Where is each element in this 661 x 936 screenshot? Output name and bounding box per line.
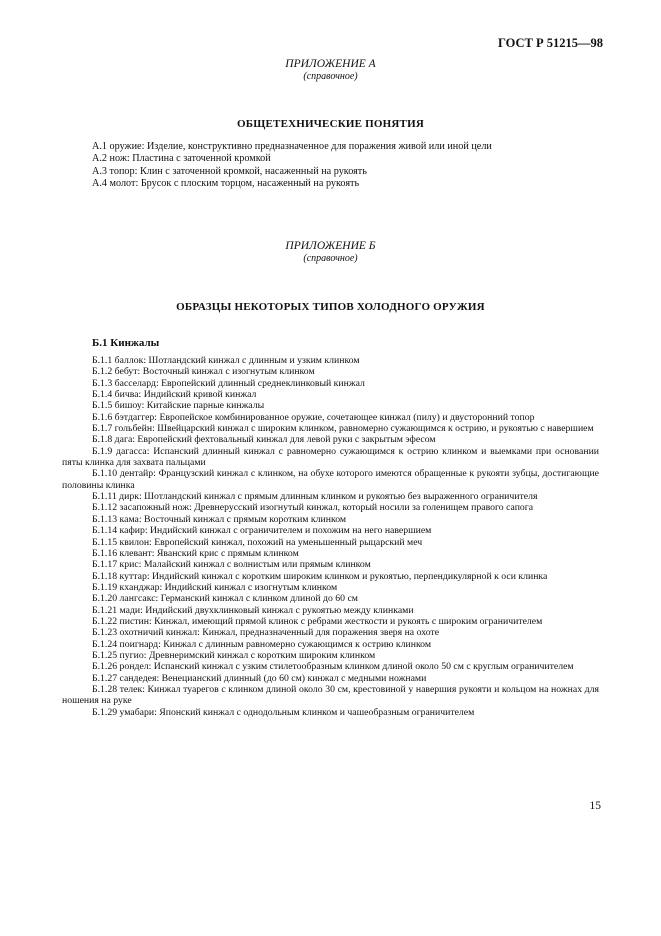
list-item: Б.1.6 бэтдаггер: Европейское комбинированное оружие, сочетающее кинжал (пилу) и двусторонний топор: [92, 411, 535, 423]
list-item: Б.1.22 пистин: Кинжал, имеющий прямой клинок с ребрами жесткости и рукоять с широким ограничителем: [92, 615, 543, 627]
definition-item: А.1 оружие: Изделие, конструктивно предназначенное для поражения живой или иной цели: [92, 141, 492, 152]
list-item: Б.1.15 квилон: Европейский кинжал, похожий на уменьшенный рыцарский меч: [92, 536, 423, 548]
page-number: 15: [589, 800, 601, 812]
list-item: Б.1.21 мади: Индийский двухклинковый кинжал с рукоятью между клинками: [92, 604, 414, 616]
list-item: Б.1.14 кафир: Индийский кинжал с ограничителем и похожим на него навершием: [92, 525, 432, 537]
definition-item: А.2 нож: Пластина с заточенной кромкой: [92, 153, 271, 165]
appendix-b-heading: ОБРАЗЦЫ НЕКОТОРЫХ ТИПОВ ХОЛОДНОГО ОРУЖИЯ: [176, 301, 485, 313]
list-item: Б.1.8 дага: Европейский фехтовальный кинжал для левой руки с закрытым эфесом: [92, 434, 436, 446]
list-item: Б.1.19 кханджар: Индийский кинжал с изогнутым клинком: [92, 581, 338, 593]
section-heading: Б.1 Кинжалы: [92, 337, 160, 349]
list-item: Б.1.9 дагасса: Испанский длинный кинжал с равномерно сужающимся к острию клинком и выемками при основании пяты клинка для захвата пальцами: [62, 445, 599, 469]
list-item: Б.1.3 басселард: Европейский длинный среднеклинковый кинжал: [92, 377, 365, 389]
appendix-a-title: ПРИЛОЖЕНИЕ А: [285, 58, 376, 70]
list-item: Б.1.20 лангсакс: Германский кинжал с клинком длиной до 60 см: [92, 593, 358, 605]
definition-item: А.4 молот: Брусок с плоским торцом, насаженный на рукоять: [92, 178, 360, 190]
list-item: Б.1.28 телек: Кинжал туарегов с клинком длиной около 30 см, крестовиной у навершия рукояти и кольцом на ножнах для ношения на руке: [62, 683, 599, 707]
list-item: Б.1.12 засапожный нож: Древнерусский изогнутый кинжал, который носили за голенищем правого сапога: [92, 502, 534, 514]
list-item: Б.1.26 рондел: Испанский кинжал с узким стилетообразным клинком длиной около 50 см с круглым ограничителем: [92, 661, 574, 673]
list-item: Б.1.4 бичва: Индийский кривой кинжал: [92, 389, 257, 401]
appendix-b-title: ПРИЛОЖЕНИЕ Б: [285, 240, 376, 252]
list-item: Б.1.18 куттар: Индийский кинжал с коротким широким клинком и рукоятью, перпендикулярной к оси клинка: [92, 570, 548, 582]
list-item: Б.1.11 дирк: Шотландский кинжал с прямым длинным клинком и рукоятью без выраженного ограничителя: [92, 491, 538, 503]
document-code: ГОСТ Р 51215—98: [497, 36, 603, 50]
appendix-a-heading: ОБЩЕТЕХНИЧЕСКИЕ ПОНЯТИЯ: [237, 118, 424, 130]
list-item: Б.1.13 кама: Восточный кинжал с прямым коротким клинком: [92, 513, 347, 525]
list-item: Б.1.27 сандедея: Венецианский длинный (до 60 см) кинжал с медными ножнами: [92, 672, 427, 684]
list-item: Б.1.25 пугио: Древнеримский кинжал с коротким широким клинком: [92, 649, 376, 661]
list-item: Б.1.5 бишоу: Китайские парные кинжалы: [92, 400, 265, 412]
list-item: Б.1.16 клевант: Яванский крис с прямым клинком: [92, 547, 299, 559]
appendix-b-note: (справочное): [303, 253, 358, 264]
list-item: Б.1.29 умабари: Японский кинжал с однодольным клинком и чашеобразным ограничителем: [92, 706, 475, 718]
list-item: Б.1.2 бебут: Восточный кинжал с изогнутым клинком: [92, 366, 315, 378]
dagger-list: [62, 355, 599, 718]
list-item: Б.1.1 баллок: Шотландский кинжал с длинным и узким клинком: [92, 355, 360, 366]
list-item: Б.1.23 охотничий кинжал: Кинжал, предназначенный для поражения зверя на охоте: [92, 627, 440, 639]
definition-item: А.3 топор: Клин с заточенной кромкой, насаженный на рукоять: [92, 165, 367, 177]
definitions-list: [92, 141, 492, 191]
list-item: Б.1.24 поигнард: Кинжал с длинным равномерно сужающимся к острию клинком: [92, 638, 432, 650]
list-item: Б.1.10 дентайр: Французский кинжал с клинком, на обухе которого имеются обращенные к рукояти зубцы, достигающие половины клинка: [62, 468, 599, 491]
appendix-a-note: (справочное): [303, 71, 358, 82]
list-item: Б.1.17 крис: Малайский кинжал с волнистым или прямым клинком: [92, 559, 371, 571]
list-item: Б.1.7 гольбейн: Швейцарский кинжал с широким клинком, равномерно сужающимся к острию, и рукоятью с навершием: [92, 423, 594, 435]
